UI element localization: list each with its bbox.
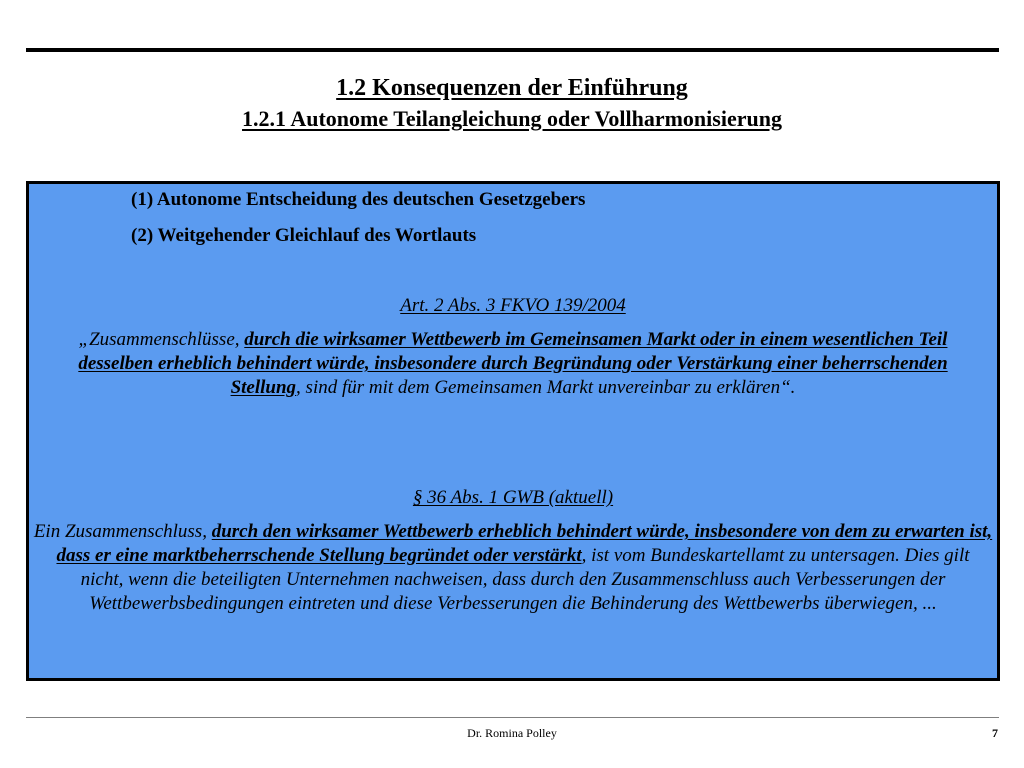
content-panel [26, 181, 1000, 681]
fkvo-quote-end: , sind für mit dem Gemeinsamen Markt unvereinbar zu erklären“. [296, 377, 796, 398]
gwb-quote [33, 520, 993, 616]
top-divider [26, 48, 999, 52]
gwb-quote-end: , ist vom Bundeskartellamt zu untersagen. Dies gilt nicht, wenn die beteiligten Unternehmen nachweisen, dass durch den Zusammenschluss auch Verbesserungen der Wettbewerbsbedingungen eintreten und diese Verbesserungen die Behinderung des Wettbewerbs überwiegen, ... [80, 545, 970, 614]
fkvo-quote [49, 328, 977, 400]
point-2: (2) Weitgehender Gleichlauf des Wortlauts [131, 225, 477, 246]
fkvo-quote-emphasis: durch die wirksamer Wettbewerb im Gemeinsamen Markt oder in einem wesentlichen Teil desselben erheblich behindert würde, insbesondere durch Begründung oder Verstärkung einer beherrschenden Stellung [78, 329, 948, 398]
fkvo-reference: Art. 2 Abs. 3 FKVO 139/2004 [400, 295, 626, 316]
fkvo-quote-start: „Zusammenschlüsse, [78, 329, 245, 350]
gwb-reference: § 36 Abs. 1 GWB (aktuell) [412, 487, 614, 508]
gwb-quote-start: Ein Zusammenschluss, [33, 521, 212, 542]
slide-title: 1.2 Konsequenzen der Einführung [336, 75, 688, 101]
gwb-quote-emphasis: durch den wirksamer Wettbewerb erheblich behindert würde, insbesondere von dem zu erwarten ist, dass er eine marktbeherrschende Stellung begründet oder verstärkt [56, 521, 993, 566]
footer-author: Dr. Romina Polley [467, 726, 557, 740]
point-1: (1) Autonome Entscheidung des deutschen Gesetzgebers [131, 189, 586, 210]
slide-subtitle: 1.2.1 Autonome Teilangleichung oder Vollharmonisierung [242, 106, 782, 131]
page-number: 7 [992, 726, 998, 740]
footer-divider [26, 717, 999, 718]
